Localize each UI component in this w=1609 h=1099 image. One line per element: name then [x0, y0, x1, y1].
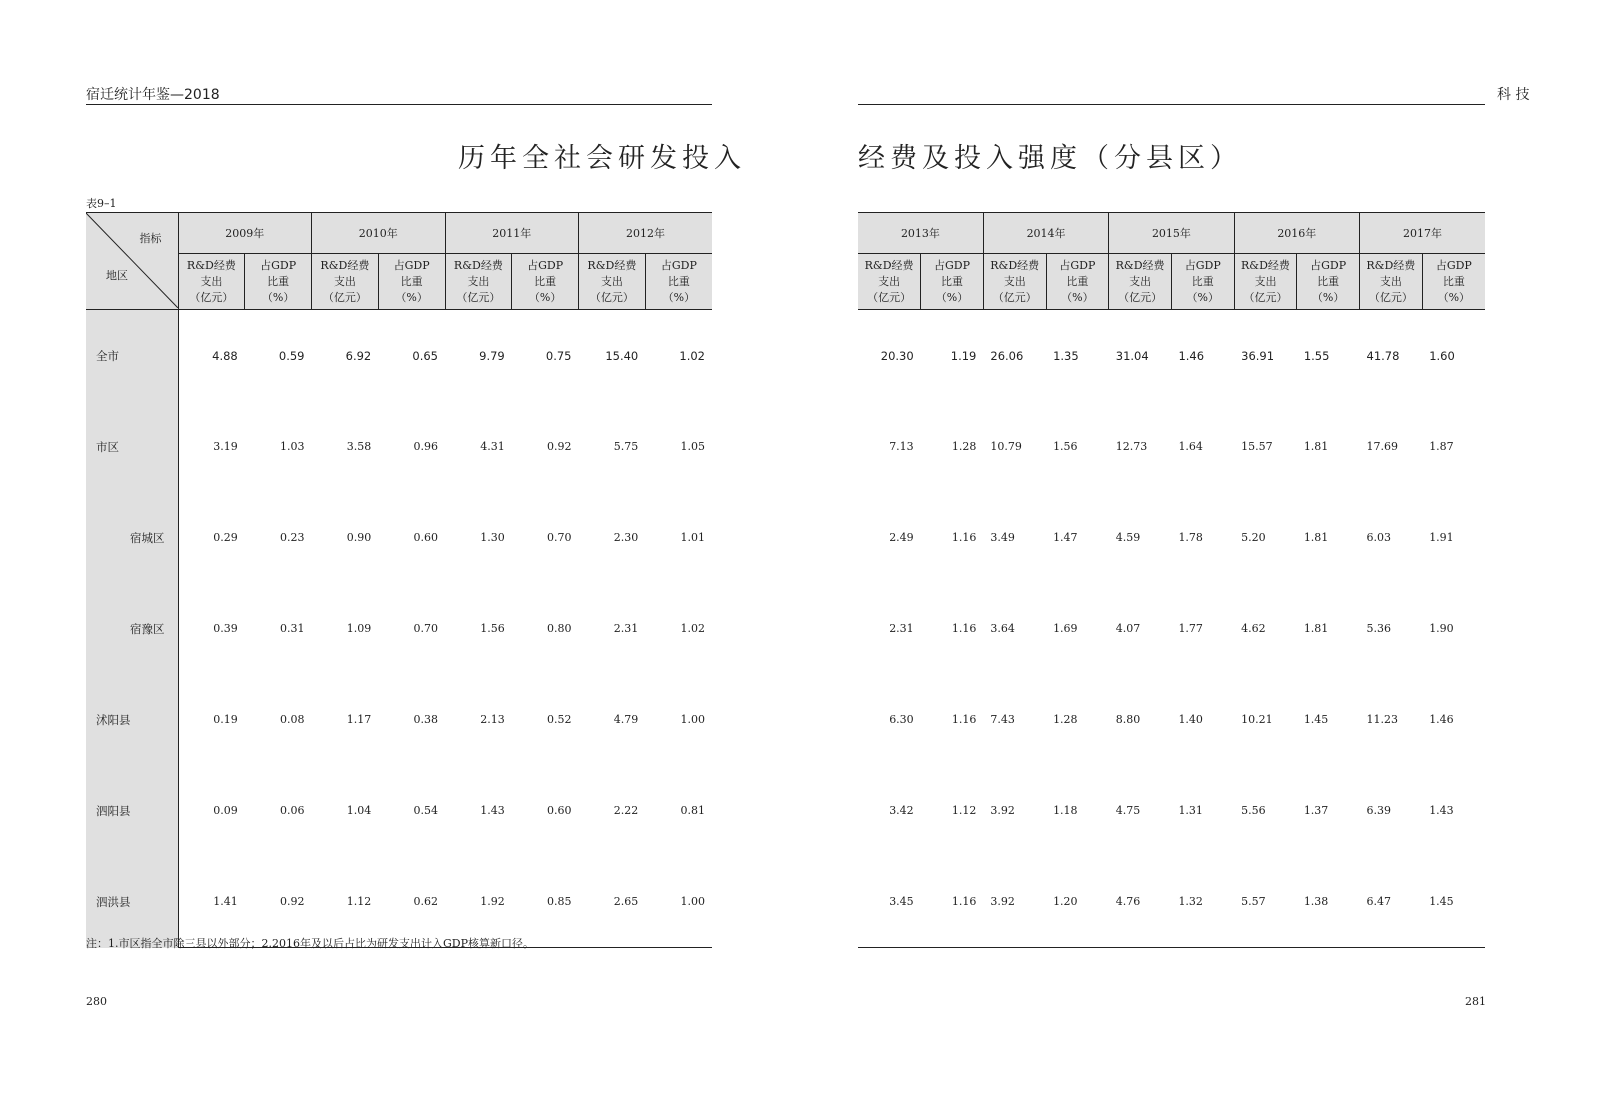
gdp-share-cell: 1.47 — [1053, 531, 1078, 544]
gdp-share-header — [1171, 254, 1234, 310]
table-number: 表9–1 — [86, 197, 117, 210]
year-header: 2017年 — [1360, 213, 1486, 254]
gdp-share-cell: 1.81 — [1303, 440, 1329, 453]
header-line: （%） — [1437, 290, 1471, 304]
rd-expenditure-cell: 26.06 — [990, 348, 1024, 363]
left-running-header: 宿迁统计年鉴—2018 — [86, 87, 220, 103]
gdp-share-header — [1046, 254, 1109, 310]
gdp-share-cell: 1.45 — [1303, 713, 1329, 726]
gdp-share-cell: 1.02 — [680, 622, 705, 635]
right-running-header: 科 技 — [1497, 87, 1530, 103]
gdp-share-header — [645, 254, 712, 310]
left-sub-header-row — [86, 254, 712, 310]
rd-expenditure-cell: 3.64 — [990, 622, 1015, 635]
gdp-share-cell: 1.81 — [1303, 622, 1329, 635]
header-line: （%） — [395, 290, 428, 304]
rd-expenditure-cell: 10.21 — [1241, 713, 1273, 726]
header-line: （%） — [261, 290, 295, 304]
rd-expenditure-cell: 9.79 — [479, 348, 505, 363]
year-header: 2009年 — [178, 213, 312, 254]
region-label: 泗阳县 — [86, 765, 178, 856]
gdp-share-cell: 1.03 — [280, 440, 305, 453]
header-line: R&D经费 — [320, 258, 370, 272]
header-line: （亿元） — [1368, 290, 1413, 304]
rd-expenditure-cell: 4.59 — [1115, 531, 1141, 544]
rd-expenditure-header — [1360, 254, 1423, 310]
gdp-share-cell: 0.75 — [545, 348, 572, 363]
gdp-share-cell: 1.31 — [1178, 804, 1203, 817]
rd-expenditure-cell: 6.30 — [889, 713, 914, 726]
header-line: 占GDP — [1184, 258, 1221, 272]
rd-expenditure-cell: 5.36 — [1366, 622, 1391, 635]
rd-expenditure-cell: 8.80 — [1115, 713, 1141, 726]
gdp-share-cell: 1.18 — [1053, 804, 1078, 817]
diagonal-line — [86, 213, 178, 308]
rd-expenditure-cell: 1.09 — [346, 622, 372, 635]
gdp-share-cell: 1.00 — [680, 713, 705, 726]
gdp-share-cell: 1.28 — [951, 440, 977, 453]
gdp-share-cell: 1.32 — [1171, 856, 1234, 948]
rd-expenditure-cell: 6.03 — [1366, 531, 1391, 544]
rd-expenditure-header — [858, 254, 921, 310]
gdp-share-cell: 1.64 — [1178, 440, 1203, 453]
rd-expenditure-cell: 1.17 — [346, 713, 372, 726]
header-line: 比重 — [1066, 274, 1089, 288]
rd-expenditure-cell: 6.92 — [345, 348, 372, 363]
right-data-table — [858, 212, 1485, 948]
rd-expenditure-cell: 6.47 — [1360, 856, 1423, 948]
rd-expenditure-cell: 10.79 — [990, 440, 1022, 453]
year-header: 2016年 — [1234, 213, 1359, 254]
year-header: 2014年 — [983, 213, 1108, 254]
rd-expenditure-cell: 4.88 — [212, 348, 238, 363]
header-line: R&D经费 — [453, 258, 503, 272]
gdp-share-cell: 0.60 — [547, 804, 572, 817]
rd-expenditure-cell: 4.79 — [613, 713, 639, 726]
header-line: （%） — [935, 290, 969, 304]
gdp-share-header — [1297, 254, 1360, 310]
rd-expenditure-cell: 1.04 — [346, 804, 372, 817]
header-line: 支出 — [878, 274, 901, 288]
header-line: 支出 — [1129, 274, 1152, 288]
header-line: （亿元） — [992, 290, 1037, 304]
header-line: R&D经费 — [864, 258, 914, 272]
rd-expenditure-cell: 1.43 — [480, 804, 505, 817]
rd-expenditure-cell: 1.30 — [480, 531, 505, 544]
gdp-share-cell: 0.70 — [547, 531, 572, 544]
gdp-share-cell: 1.40 — [1178, 713, 1203, 726]
table-row — [858, 310, 1485, 402]
header-line: R&D经费 — [587, 258, 637, 272]
header-line: 比重 — [1191, 274, 1214, 288]
rd-expenditure-cell: 4.31 — [480, 440, 505, 453]
gdp-share-cell: 1.91 — [1429, 531, 1454, 544]
gdp-share-cell: 1.45 — [1422, 856, 1485, 948]
rd-expenditure-cell: 3.45 — [858, 856, 921, 948]
rd-expenditure-cell: 1.56 — [480, 622, 505, 635]
header-line: 占GDP — [527, 258, 564, 272]
gdp-share-cell: 1.43 — [1429, 804, 1454, 817]
year-header: 2015年 — [1109, 213, 1234, 254]
gdp-share-cell: 1.20 — [1046, 856, 1109, 948]
rd-expenditure-header — [1109, 254, 1172, 310]
rd-expenditure-cell: 3.92 — [983, 856, 1046, 948]
gdp-share-cell: 1.55 — [1303, 348, 1330, 363]
year-header: 2012年 — [579, 213, 713, 254]
gdp-share-cell: 0.23 — [280, 531, 305, 544]
header-line: 比重 — [667, 274, 690, 288]
rd-expenditure-header — [579, 254, 646, 310]
header-line: 占GDP — [1310, 258, 1347, 272]
rd-expenditure-cell: 0.90 — [346, 531, 372, 544]
header-line: 支出 — [333, 274, 356, 288]
header-line: 比重 — [267, 274, 290, 288]
left-data-table — [86, 212, 712, 948]
gdp-share-cell: 1.16 — [951, 713, 977, 726]
right-table-body — [858, 310, 1485, 948]
header-line: （亿元） — [189, 290, 234, 304]
table-row — [858, 492, 1485, 583]
region-label: 市区 — [86, 401, 178, 492]
header-line: 支出 — [200, 274, 223, 288]
header-line: （%） — [1061, 290, 1094, 304]
gdp-share-cell: 1.16 — [921, 856, 984, 948]
rd-expenditure-cell: 0.19 — [213, 713, 238, 726]
gdp-share-cell: 1.78 — [1178, 531, 1203, 544]
gdp-share-cell: 0.52 — [547, 713, 572, 726]
corner-indicator-label: 指标 — [139, 232, 162, 245]
gdp-share-cell: 1.00 — [645, 856, 712, 948]
rd-expenditure-header — [1234, 254, 1297, 310]
gdp-share-cell: 0.08 — [280, 713, 305, 726]
gdp-share-header — [378, 254, 445, 310]
rd-expenditure-header — [178, 254, 245, 310]
header-line: （%） — [662, 290, 696, 304]
header-line: 支出 — [600, 274, 623, 288]
page-number-left: 280 — [86, 995, 107, 1008]
gdp-share-cell: 0.65 — [412, 348, 438, 363]
header-line: 比重 — [534, 274, 557, 288]
gdp-share-cell: 1.87 — [1429, 440, 1454, 453]
gdp-share-cell: 1.16 — [951, 622, 977, 635]
rd-expenditure-cell: 7.13 — [889, 440, 914, 453]
header-line: 比重 — [941, 274, 964, 288]
region-label: 宿豫区 — [86, 583, 178, 674]
rd-expenditure-cell: 2.65 — [579, 856, 646, 948]
rd-expenditure-cell: 3.58 — [346, 440, 372, 453]
gdp-share-cell: 0.60 — [413, 531, 438, 544]
table-row — [86, 765, 712, 856]
rd-expenditure-cell: 17.69 — [1366, 440, 1398, 453]
rd-expenditure-cell: 15.57 — [1241, 440, 1273, 453]
gdp-share-header — [1422, 254, 1485, 310]
table-row — [858, 856, 1485, 948]
gdp-share-header — [512, 254, 579, 310]
left-header-rule — [86, 104, 712, 105]
table-row — [858, 583, 1485, 674]
rd-expenditure-cell: 41.78 — [1366, 348, 1400, 363]
rd-expenditure-cell: 20.30 — [880, 348, 914, 363]
gdp-share-cell: 1.38 — [1297, 856, 1360, 948]
header-line: 占GDP — [934, 258, 971, 272]
rd-expenditure-cell: 4.76 — [1109, 856, 1172, 948]
footnote: 注：1.市区指全市除三县以外部分；2.2016年及以后占比为研发支出计入GDP核算新口径。 — [86, 937, 534, 950]
corner-cell — [86, 213, 178, 310]
table-row — [858, 401, 1485, 492]
gdp-share-cell: 0.85 — [512, 856, 579, 948]
header-line: 比重 — [1442, 274, 1465, 288]
rd-expenditure-cell: 11.23 — [1366, 713, 1398, 726]
rd-expenditure-cell: 2.22 — [613, 804, 639, 817]
header-line: 比重 — [400, 274, 423, 288]
rd-expenditure-cell: 2.31 — [889, 622, 914, 635]
gdp-share-cell: 1.81 — [1303, 531, 1329, 544]
header-line: （亿元） — [456, 290, 501, 304]
region-label: 全市 — [86, 310, 178, 402]
header-line: 支出 — [1379, 274, 1402, 288]
rd-expenditure-cell: 15.40 — [605, 348, 639, 363]
rd-expenditure-cell: 5.57 — [1234, 856, 1297, 948]
rd-expenditure-cell: 1.12 — [312, 856, 379, 948]
rd-expenditure-cell: 0.39 — [213, 622, 238, 635]
rd-expenditure-cell: 3.19 — [213, 440, 238, 453]
header-line: R&D经费 — [990, 258, 1040, 272]
gdp-share-cell: 1.35 — [1053, 348, 1079, 363]
rd-expenditure-cell: 2.30 — [613, 531, 639, 544]
table-row — [86, 674, 712, 765]
rd-expenditure-cell: 4.62 — [1241, 622, 1266, 635]
gdp-share-cell: 1.77 — [1178, 622, 1203, 635]
rd-expenditure-cell: 3.42 — [889, 804, 914, 817]
gdp-share-cell: 0.06 — [280, 804, 305, 817]
header-line: 占GDP — [1059, 258, 1096, 272]
title-right: 经费及投入强度（分县区） — [858, 143, 1242, 174]
gdp-share-cell: 0.38 — [413, 713, 438, 726]
header-line: 占GDP — [660, 258, 697, 272]
rd-expenditure-cell: 1.41 — [178, 856, 245, 948]
gdp-share-cell: 0.92 — [547, 440, 572, 453]
gdp-share-cell: 1.19 — [950, 348, 977, 363]
gdp-share-cell: 1.01 — [680, 531, 705, 544]
gdp-share-cell: 1.90 — [1429, 622, 1454, 635]
header-line: R&D经费 — [1115, 258, 1165, 272]
gdp-share-header — [921, 254, 984, 310]
rd-expenditure-header — [983, 254, 1046, 310]
gdp-share-cell: 1.46 — [1178, 348, 1205, 363]
region-label: 泗洪县 — [86, 856, 178, 948]
year-header: 2011年 — [445, 213, 579, 254]
header-line: （亿元） — [322, 290, 367, 304]
gdp-share-cell: 1.46 — [1429, 713, 1454, 726]
year-header: 2013年 — [858, 213, 983, 254]
corner-region-label: 地区 — [106, 269, 128, 282]
header-line: （亿元） — [1243, 290, 1288, 304]
header-line: （%） — [528, 290, 562, 304]
gdp-share-cell: 0.81 — [680, 804, 705, 817]
region-label: 沭阳县 — [86, 674, 178, 765]
gdp-share-cell: 0.31 — [280, 622, 305, 635]
right-header-rule — [858, 104, 1485, 105]
gdp-share-cell: 1.28 — [1053, 713, 1078, 726]
rd-expenditure-cell: 5.75 — [613, 440, 639, 453]
rd-expenditure-cell: 0.09 — [213, 804, 238, 817]
region-label: 宿城区 — [86, 492, 178, 583]
gdp-share-cell: 1.60 — [1429, 348, 1455, 363]
title-left: 历年全社会研发投入 — [458, 143, 746, 174]
header-line: 支出 — [467, 274, 490, 288]
header-line: 占GDP — [1435, 258, 1472, 272]
table-row — [86, 492, 712, 583]
right-sub-header-row — [858, 254, 1485, 310]
rd-expenditure-cell: 0.29 — [213, 531, 238, 544]
gdp-share-cell: 0.62 — [378, 856, 445, 948]
header-line: 比重 — [1317, 274, 1340, 288]
rd-expenditure-cell: 6.39 — [1366, 804, 1391, 817]
rd-expenditure-cell: 4.07 — [1115, 622, 1141, 635]
rd-expenditure-cell: 3.92 — [990, 804, 1015, 817]
rd-expenditure-cell: 5.56 — [1241, 804, 1266, 817]
table-row — [86, 310, 712, 402]
rd-expenditure-cell: 2.13 — [480, 713, 505, 726]
header-line: R&D经费 — [186, 258, 236, 272]
gdp-share-cell: 1.37 — [1303, 804, 1329, 817]
gdp-share-cell: 0.92 — [245, 856, 312, 948]
rd-expenditure-cell: 1.92 — [445, 856, 512, 948]
gdp-share-cell: 1.16 — [951, 531, 977, 544]
header-line: R&D经费 — [1241, 258, 1290, 272]
table-row — [858, 765, 1485, 856]
gdp-share-header — [245, 254, 312, 310]
table-row — [858, 674, 1485, 765]
header-line: 支出 — [1003, 274, 1026, 288]
header-line: R&D经费 — [1366, 258, 1416, 272]
page-number-right: 281 — [1465, 995, 1486, 1008]
gdp-share-cell: 0.96 — [413, 440, 438, 453]
rd-expenditure-cell: 5.20 — [1241, 531, 1266, 544]
gdp-share-cell: 0.59 — [278, 348, 305, 363]
header-line: （亿元） — [1118, 290, 1163, 304]
rd-expenditure-cell: 31.04 — [1115, 348, 1149, 363]
gdp-share-cell: 1.02 — [679, 348, 705, 363]
header-line: （亿元） — [589, 290, 634, 304]
rd-expenditure-cell: 2.31 — [613, 622, 639, 635]
table-row — [86, 401, 712, 492]
rd-expenditure-cell: 36.91 — [1241, 348, 1275, 363]
table-row — [86, 583, 712, 674]
year-header: 2010年 — [312, 213, 446, 254]
rd-expenditure-cell: 12.73 — [1115, 440, 1148, 453]
table-row — [86, 856, 712, 948]
gdp-share-cell: 1.56 — [1053, 440, 1078, 453]
gdp-share-cell: 1.12 — [951, 804, 977, 817]
gdp-share-cell: 0.80 — [547, 622, 572, 635]
header-line: （%） — [1311, 290, 1345, 304]
header-line: 占GDP — [393, 258, 430, 272]
left-table-body — [86, 310, 712, 948]
rd-expenditure-cell: 3.49 — [990, 531, 1015, 544]
header-line: 占GDP — [260, 258, 297, 272]
gdp-share-cell: 0.54 — [413, 804, 438, 817]
gdp-share-cell: 0.70 — [413, 622, 438, 635]
header-line: 支出 — [1254, 274, 1277, 288]
rd-expenditure-header — [312, 254, 379, 310]
gdp-share-cell: 1.05 — [680, 440, 705, 453]
gdp-share-cell: 1.69 — [1053, 622, 1078, 635]
rd-expenditure-cell: 7.43 — [990, 713, 1015, 726]
rd-expenditure-cell: 2.49 — [889, 531, 914, 544]
rd-expenditure-cell: 4.75 — [1115, 804, 1141, 817]
rd-expenditure-header — [445, 254, 512, 310]
header-line: （%） — [1186, 290, 1219, 304]
header-line: （亿元） — [867, 290, 912, 304]
